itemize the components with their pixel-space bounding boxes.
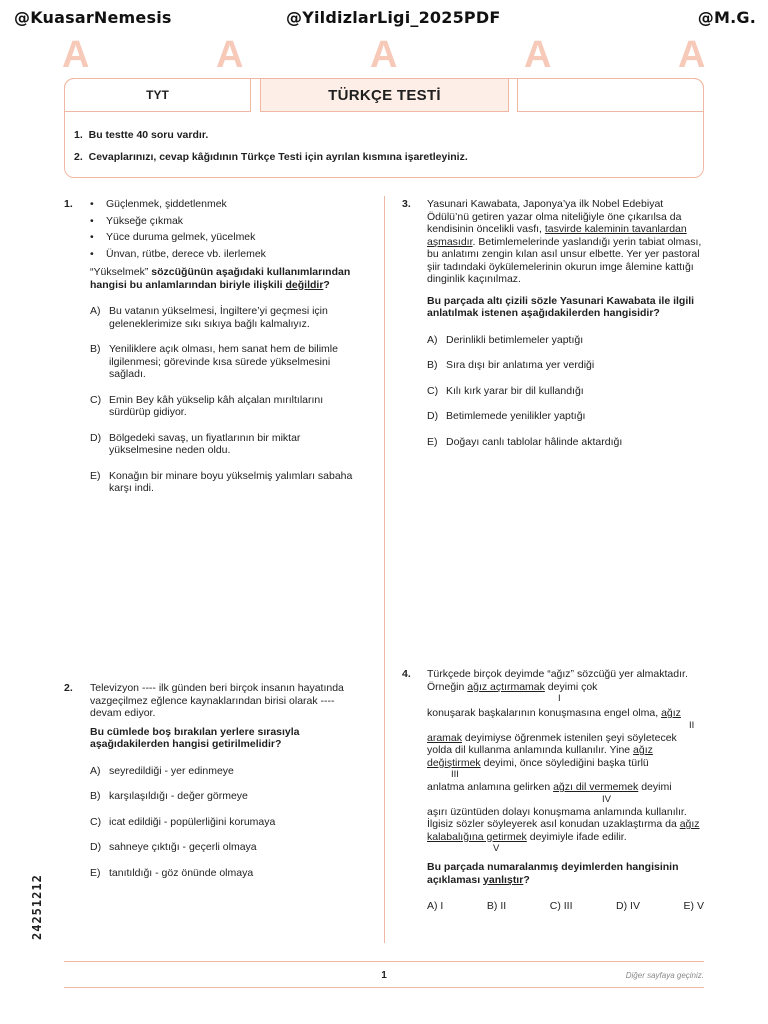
question-4 [427, 668, 704, 912]
page-number: 1 [381, 970, 387, 981]
instruction-2: 2. Cevaplarınızı, cevap kâğıdının Türkçe Testi için ayrılan kısmına işaretleyiniz. [74, 151, 468, 163]
option-a[interactable]: A) seyredildiği - yer edinmeye [90, 764, 234, 777]
header-empty-cell [517, 78, 704, 112]
option-e[interactable]: E) Konağın bir minare boyu yükselmiş yalımları sabaha karşı indi. [90, 469, 353, 494]
roman-numeral-3: III [451, 769, 459, 780]
booklet-letter-2: A [216, 34, 244, 76]
booklet-letter-4: A [524, 34, 552, 76]
question-3-text: Yasunari Kawabata, Japonya’ya ilk Nobel Edebiyat Ödülü’nü getiren yazar olma niteliğiyle öne çıkarılsa da kendisinin öncelikli vasfı, tasvirde kaleminin tavanlardan aşmasıdır. Betimlemelerinde yaslandığı yerin tabiat olması, bu anlatımı zengin kılan asıl unsur elbette. Yer yer pastoral şiir tadındaki öykülemelerinin okurun imge âlemine kattığı dinginlik kaçınılmaz. [427, 198, 702, 285]
question-1-number: 1. [64, 198, 73, 210]
right-handle: @M.G. [697, 8, 756, 27]
left-handle: @KuasarNemesis [14, 8, 172, 27]
option-e[interactable]: E) Doğayı canlı tablolar hâlinde aktardığı [427, 435, 623, 448]
option-c[interactable]: C) Emin Bey kâh yükselip kâh alçalan mırıltılarını sürdürüp gidiyor. [90, 393, 324, 418]
question-2-stem: Bu cümlede boş bırakılan yerlere sırasıyla aşağıdakilerden hangisi getirilmelidir? [90, 725, 300, 750]
option-d[interactable]: D) sahneye çıktığı - geçerli olmaya [90, 841, 257, 853]
option-d[interactable]: D) Bölgedeki savaş, un fiyatlarının bir miktar yükselmesine neden oldu. [90, 431, 301, 456]
question-2-number: 2. [64, 682, 73, 694]
idiom-3: ağız [633, 744, 653, 756]
question-3-number: 3. [402, 198, 411, 210]
list-item: • Yükseğe çıkmak [90, 215, 365, 228]
roman-numeral-4: IV [602, 793, 611, 805]
booklet-letter-3: A [370, 34, 398, 76]
roman-numeral-5: V [493, 843, 500, 854]
instruction-1: 1. Bu testte 40 soru vardır. [74, 129, 209, 141]
idiom-1: ağız açtırmamak [467, 680, 545, 693]
booklet-letter-5: A [678, 34, 706, 76]
option-b[interactable]: B) Yeniliklere açık olması, hem sanat hem de bilimle ilgilenmesi; görevinde kısa sürede yükselmesini sağladı. [90, 343, 338, 380]
question-1-bullets [90, 198, 365, 260]
question-4-stem: Bu parçada numaralanmış deyimlerden hangisinin açıklaması yanlıştır? [427, 861, 679, 886]
question-3-stem: Bu parçada altı çizili sözle Yasunari Kawabata ile ilgili anlatılmak istenen aşağıdakilerden hangisidir? [427, 294, 695, 319]
booklet-code: 24251212 [30, 874, 44, 940]
list-item: • Yüce duruma gelmek, yücelmek [90, 231, 365, 244]
list-item: • Güçlenmek, şiddetlenmek [90, 198, 365, 211]
option-c[interactable]: C) Kılı kırk yarar bir dil kullandığı [427, 384, 584, 397]
list-item: • Ünvan, rütbe, derece vb. ilerlemek [90, 248, 365, 261]
question-4-text: Türkçede birçok deyimde “ağız” sözcüğü yer almaktadır. Örneğin ağız açtırmamak deyimi çok I konuşarak başkalarının konuşmasına engel olma, ağız II aramak deyimiyse öğrenmek istenilen şeyi söyletecek yolda dil kullanma anlamında kullanılır. Yine ağız değiştirmek deyimi, önce söylediğini başka türlü III anlatma anlamına gelirken ağzı dil vermemek deyimi IV aşırı üzüntüden dolayı konuşmama anlamında kullanılır. İlgisiz sözler söyleyerek asıl konudan uzaklaştırma da ağız kalabalığına getirmek deyimiyle ifade edilir. V [427, 668, 704, 855]
question-4-number: 4. [402, 668, 411, 680]
idiom-2: ağız [661, 707, 681, 719]
footer-top-line [64, 961, 704, 962]
question-1-stem: “Yükselmek” sözcüğünün aşağıdaki kullanımlarından hangisi bu anlamlarından biriyle ilişkili değildir? [90, 266, 351, 291]
option-d[interactable]: D) IV [616, 900, 640, 912]
booklet-letter-1: A [62, 34, 90, 76]
idiom-5: ağız kalabalığına getirmek [427, 818, 700, 843]
question-2 [90, 682, 368, 879]
roman-numeral-2: II [689, 719, 695, 731]
exam-label: TYT [64, 78, 251, 112]
option-b[interactable]: B) II [486, 900, 507, 912]
column-divider [384, 196, 385, 943]
option-e[interactable]: E) tanıtıldığı - göz önünde olmaya [90, 866, 254, 879]
roman-numeral-1: I [558, 693, 561, 704]
question-2-text: Televizyon ---- ilk günden beri birçok insanın hayatında vazgeçilmez eğlence kaynaklarından birisi olarak ---- devam ediyor. [90, 682, 344, 719]
idiom-4: ağzı dil vermemek [553, 781, 639, 793]
footer-bottom-line [64, 987, 704, 988]
option-b[interactable]: B) Sıra dışı bir anlatıma yer verdiği [427, 359, 595, 371]
option-a[interactable]: A) Bu vatanın yükselmesi, İngiltere’yi geçmesi için geleneklerimize sıkı sıkıya bağlı kalmalıyız. [90, 305, 328, 330]
option-c[interactable]: C) III [549, 900, 573, 912]
option-b[interactable]: B) karşılaşıldığı - değer görmeye [90, 790, 248, 802]
next-page-note: Diğer sayfaya geçiniz. [625, 971, 704, 980]
option-a[interactable]: A) Derinlikli betimlemeler yaptığı [427, 333, 584, 346]
option-d[interactable]: D) Betimlemede yenilikler yaptığı [427, 410, 586, 422]
question-1 [90, 198, 365, 495]
option-e[interactable]: E) V [683, 900, 704, 912]
center-handle: @YildizlarLigi_2025PDF [286, 8, 501, 27]
option-c[interactable]: C) icat edildiği - popülerliğini korumaya [90, 815, 276, 828]
option-a[interactable]: A) I [427, 900, 444, 912]
question-3 [427, 198, 704, 448]
test-title: TÜRKÇE TESTİ [260, 78, 509, 112]
